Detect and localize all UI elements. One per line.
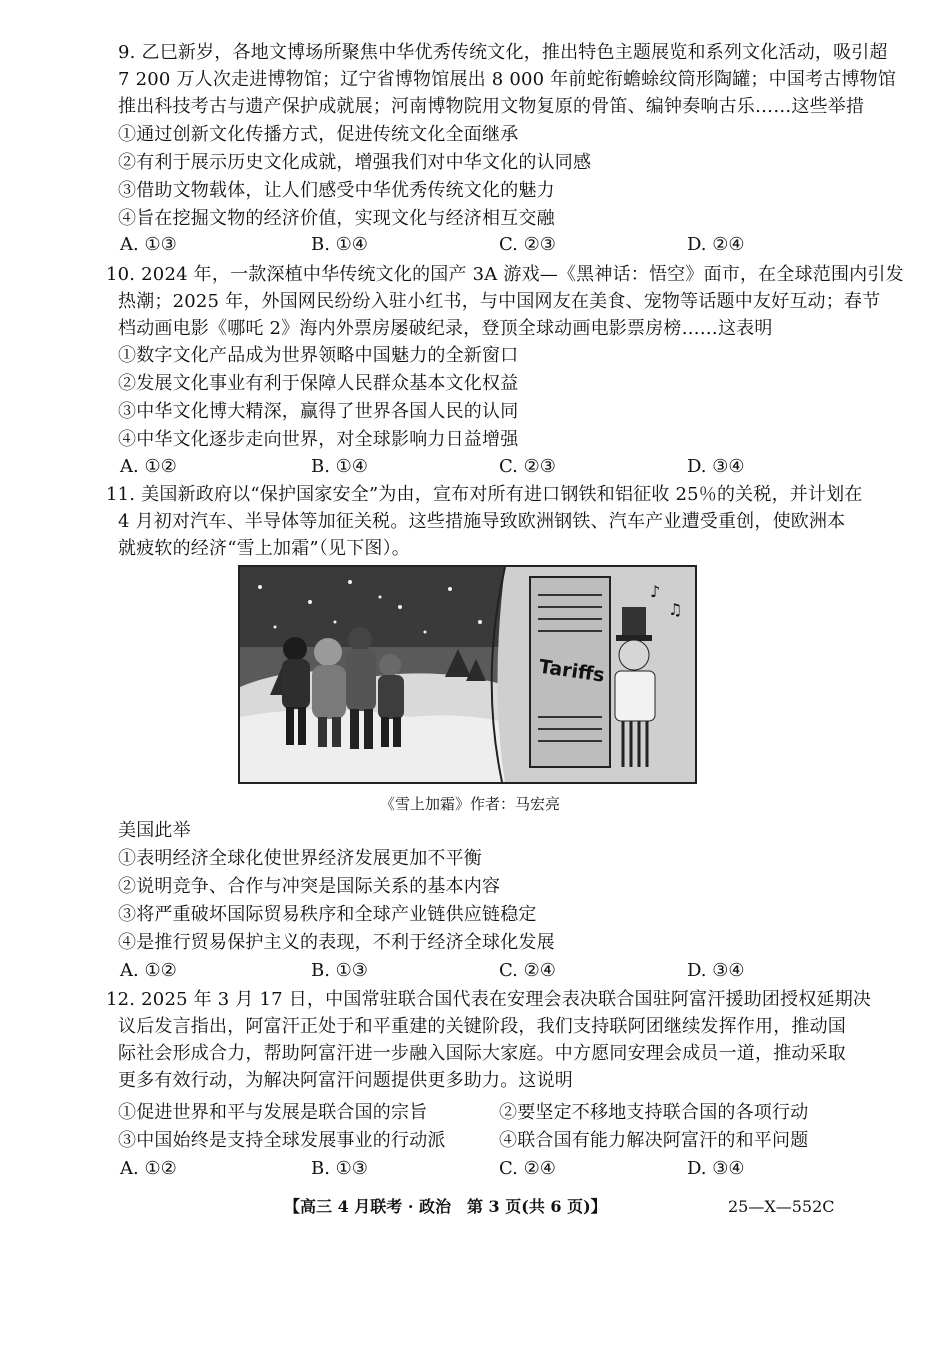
q10-statement-2: ②发展文化事业有利于保障人民群众基本文化权益 [118,373,519,394]
q10-option-b: B. ①④ [311,456,368,477]
q9-stem-line-1: 9. 乙巳新岁，各地文博场所聚焦中华优秀传统文化，推出特色主题展览和系列文化活动，吸引超 [118,42,888,63]
q12-option-b: B. ①③ [311,1158,368,1179]
q12-statement-2: ②要坚定不移地支持联合国的各项行动 [499,1102,809,1123]
q9-stem-line-3: 推出科技考古与遗产保护成就展；河南博物院用文物复原的骨笛、编钟奏响古乐……这些举措 [118,96,865,117]
q10-option-c: C. ②③ [499,456,556,477]
q11-statement-2: ②说明竞争、合作与冲突是国际关系的基本内容 [118,876,501,897]
q9-statement-1: ①通过创新文化传播方式，促进传统文化全面继承 [118,124,519,145]
q11-statement-1: ①表明经济全球化使世界经济发展更加不平衡 [118,848,482,869]
svg-text:♫: ♫ [668,600,683,619]
q11-option-c: C. ②④ [499,960,556,981]
q11-stem-line-1: 11. 美国新政府以“保护国家安全”为由，宣布对所有进口钢铁和铝征收 25％的关税，并计划在 [106,484,863,505]
q9-option-c: C. ②③ [499,234,556,255]
tariffs-machine [530,577,610,767]
q10-stem-line-2: 热潮；2025 年，外国网民纷纷入驻小红书，与中国网友在美食、宠物等话题中友好互动；春节 [118,291,881,312]
q12-stem-line-1: 12. 2025 年 3 月 17 日，中国常驻联合国代表在安理会表决联合国驻阿富汗援助团授权延期决 [106,989,872,1010]
q12-option-a: A. ①② [120,1158,177,1179]
q12-option-d: D. ③④ [687,1158,745,1179]
q12-statement-1: ①促进世界和平与发展是联合国的宗旨 [118,1102,428,1123]
q10-statement-3: ③中华文化博大精深，赢得了世界各国人民的认同 [118,401,519,422]
q9-option-a: A. ①③ [120,234,177,255]
q9-stem-line-2: 7 200 万人次走进博物馆；辽宁省博物馆展出 8 000 年前蛇衔蟾蜍纹筒形陶罐；中国考古博物馆 [118,69,897,90]
q11-option-a: A. ①② [120,960,177,981]
cartoon-illustration [240,567,695,782]
q11-statement-4: ④是推行贸易保护主义的表现，不利于经济全球化发展 [118,932,555,953]
q9-option-d: D. ②④ [687,234,745,255]
q9-statement-2: ②有利于展示历史文化成就，增强我们对中华文化的认同感 [118,152,592,173]
q11-stem-line-3: 就疲软的经济“雪上加霜”（见下图）。 [118,538,411,559]
q10-statement-4: ④中华文化逐步走向世界，对全球影响力日益增强 [118,429,519,450]
q12-option-c: C. ②④ [499,1158,556,1179]
q12-statement-3: ③中国始终是支持全球发展事业的行动派 [118,1130,446,1151]
q9-statement-4: ④旨在挖掘文物的经济价值，实现文化与经济相互交融 [118,208,555,229]
q11-question-stem: 美国此举 [118,820,191,841]
q9-statement-3: ③借助文物载体，让人们感受中华优秀传统文化的魅力 [118,180,555,201]
cartoon-image [238,565,697,784]
q10-option-d: D. ③④ [687,456,745,477]
page-footer-title: 【高三 4 月联考 · 政治 第 3 页(共 6 页)】 [284,1197,607,1216]
q11-option-d: D. ③④ [687,960,745,981]
cartoon-caption: 《雪上加霜》作者：马宏亮 [380,795,561,813]
q12-stem-line-3: 际社会形成合力，帮助阿富汗进一步融入国际大家庭。中方愿同安理会成员一道，推动采取 [118,1043,846,1064]
q10-option-a: A. ①② [120,456,177,477]
tariffs-label: Tariffs [537,655,606,687]
q10-stem-line-1: 10. 2024 年，一款深植中华传统文化的国产 3A 游戏—《黑神话：悟空》面市，在全球范围内引发 [106,264,904,285]
q12-stem-line-4: 更多有效行动，为解决阿富汗问题提供更多助力。这说明 [118,1070,573,1091]
q11-option-b: B. ①③ [311,960,368,981]
q12-stem-line-2: 议后发言指出，阿富汗正处于和平重建的关键阶段，我们支持联阿团继续发挥作用，推动国 [118,1016,846,1037]
q11-statement-3: ③将严重破坏国际贸易秩序和全球产业链供应链稳定 [118,904,537,925]
q11-stem-line-2: 4 月初对汽车、半导体等加征关税。这些措施导致欧洲钢铁、汽车产业遭受重创，使欧洲本 [118,511,846,532]
svg-text:♪: ♪ [650,582,661,601]
q12-statement-4: ④联合国有能力解决阿富汗的和平问题 [499,1130,809,1151]
q10-statement-1: ①数字文化产品成为世界领略中国魅力的全新窗口 [118,345,519,366]
q9-option-b: B. ①④ [311,234,368,255]
q10-stem-line-3: 档动画电影《哪吒 2》海内外票房屡破纪录，登顶全球动画电影票房榜……这表明 [118,318,773,339]
page-footer-code: 25—X—552C [728,1197,835,1216]
